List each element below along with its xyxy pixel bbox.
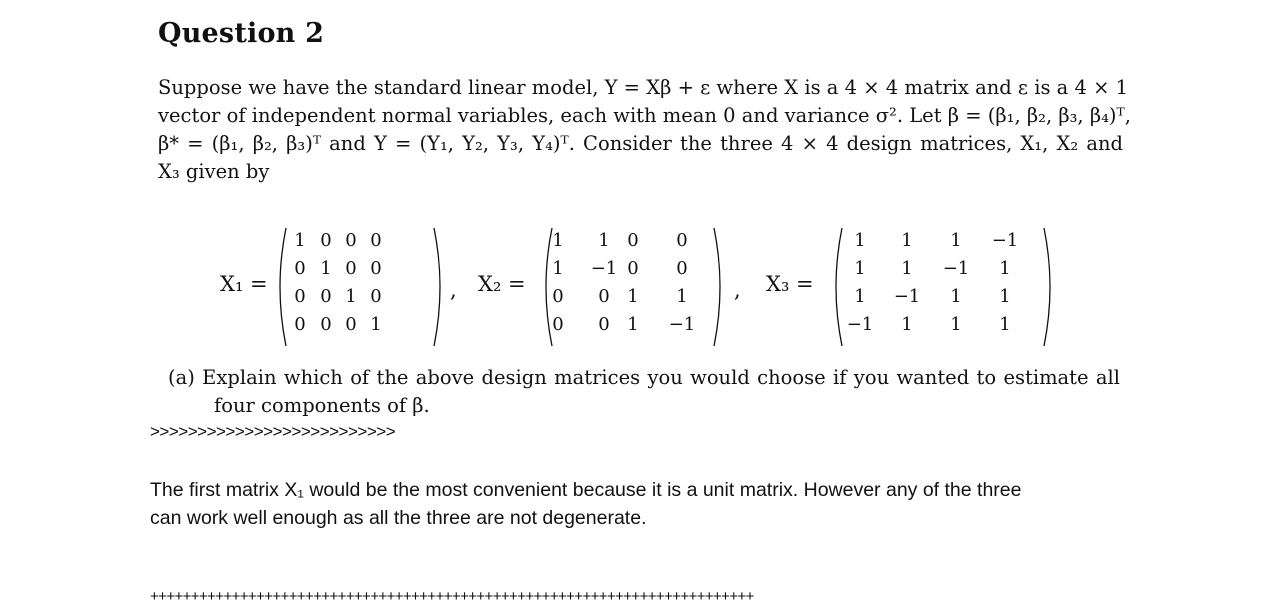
matrix-cell: 1 [598,230,610,251]
matrix-cell: 1 [320,258,332,279]
matrix-cell: 1 [999,314,1011,335]
matrix-cell: 1 [854,258,866,279]
matrix-cell: 1 [676,286,688,307]
matrix-label: X₁ = [220,272,268,296]
matrix-cell: 1 [901,314,913,335]
right-parenthesis [1042,226,1056,348]
matrix-cell: 0 [294,258,306,279]
right-parenthesis [432,226,446,348]
intro-line: vector of independent normal variables, each with mean 0 and variance σ². Let β = (β₁, β₂, β₃, β₄)ᵀ, [158,104,1131,127]
matrix-cell: 0 [345,314,357,335]
matrix-cell: 1 [901,230,913,251]
matrix-cell: 0 [320,314,332,335]
question-intro [158,74,1131,186]
left-parenthesis [830,226,844,348]
answer-text [150,476,1140,532]
matrix-cell: 0 [320,286,332,307]
arrow-separator: >>>>>>>>>>>>>>>>>>>>>>>>>> [150,422,396,441]
matrix-cell: 0 [370,258,382,279]
matrix-cell: 0 [552,314,564,335]
matrix-cell: −1 [942,258,970,279]
design-matrices [210,226,1080,350]
part-a-question [168,364,1120,420]
matrix-cell: 0 [370,230,382,251]
matrix-cell: −1 [846,314,874,335]
matrix-cell: 1 [552,230,564,251]
plus-separator: ++++++++++++++++++++++++++++++++++++++++++++++++++++++++++++++++++++++++++ [150,588,754,605]
matrix-cell: 0 [598,314,610,335]
matrix-cell: 0 [345,258,357,279]
matrix-cell: 0 [552,286,564,307]
matrix-cell: −1 [668,314,696,335]
matrix-cell: 1 [999,258,1011,279]
matrix-separator: , [450,278,457,302]
matrix-cell: 1 [950,314,962,335]
matrix-cell: 1 [345,286,357,307]
part-a-line: four components of β. [214,394,430,417]
matrix-cell: 0 [345,230,357,251]
matrix-cell: 1 [552,258,564,279]
matrix-cell: 0 [676,258,688,279]
matrix-cell: 0 [627,258,639,279]
matrix-cell: −1 [893,286,921,307]
matrix-cell: 1 [627,286,639,307]
right-parenthesis [712,226,726,348]
intro-line: X₃ given by [158,160,270,183]
matrix-cell: 1 [950,230,962,251]
matrix-cell: 1 [294,230,306,251]
matrix-cell: 1 [999,286,1011,307]
matrix-cell: −1 [590,258,618,279]
matrix-cell: 0 [294,314,306,335]
answer-line: The first matrix X₁ would be the most convenient because it is a unit matrix. However any of the three [150,479,1022,501]
matrix-cell: 0 [598,286,610,307]
matrix-cell: 0 [294,286,306,307]
matrix-cell: 1 [627,314,639,335]
matrix-cell: −1 [991,230,1019,251]
matrix-cell: 0 [320,230,332,251]
matrix-cell: 1 [901,258,913,279]
matrix-cell: 1 [854,286,866,307]
intro-line: Suppose we have the standard linear model, Y = Xβ + ε where X is a 4 × 4 matrix and ε is a 4 × 1 [158,76,1129,99]
intro-line: β* = (β₁, β₂, β₃)ᵀ and Y = (Y₁, Y₂, Y₃, Y₄)ᵀ. Consider the three 4 × 4 design matrices, X₁, X₂ and [158,132,1123,155]
matrix-cell: 1 [370,314,382,335]
question-title: Question 2 [158,18,325,49]
matrix-label: X₂ = [478,272,526,296]
matrix-cell: 1 [854,230,866,251]
matrix-cell: 1 [950,286,962,307]
matrix-cell: 0 [370,286,382,307]
matrix-label: X₃ = [766,272,814,296]
matrix-separator: , [734,278,741,302]
matrix-cell: 0 [627,230,639,251]
answer-line: can work well enough as all the three are not degenerate. [150,507,647,529]
part-a-line: (a) Explain which of the above design matrices you would choose if you wanted to estimate all [168,366,1120,389]
matrix-cell: 0 [676,230,688,251]
